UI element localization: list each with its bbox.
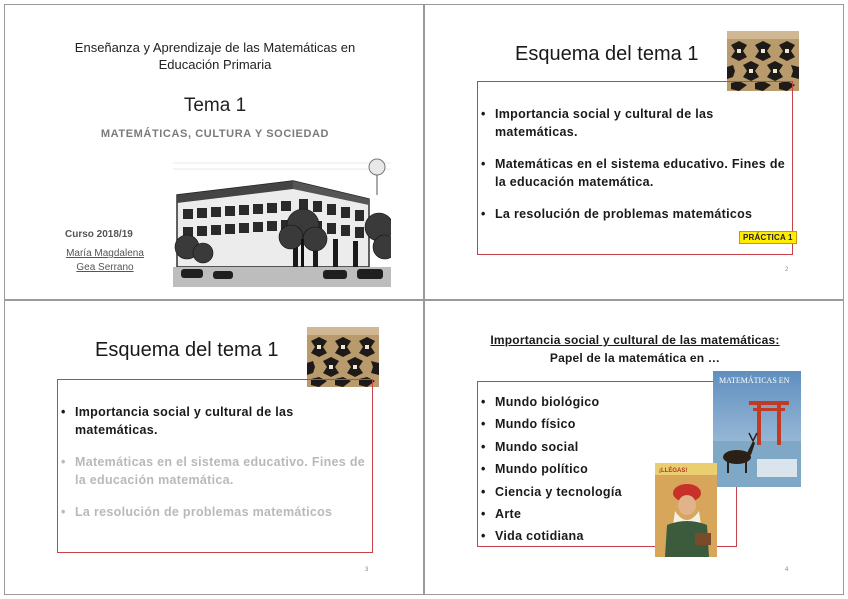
alhambra-tile-image xyxy=(307,327,379,387)
author-name-line-1[interactable]: María Magdalena xyxy=(66,248,144,259)
topic-item: • Mundo político xyxy=(479,458,679,480)
outline-item: • Importancia social y cultural de las matemáticas. xyxy=(479,105,791,141)
practice-badge: PRÁCTICA 1 xyxy=(739,231,797,244)
section-heading xyxy=(425,331,844,367)
course-heading-line-2: Educación Primaria xyxy=(158,57,272,72)
page-number: 3 xyxy=(365,567,369,573)
topic-item: • Vida cotidiana xyxy=(479,525,679,547)
historical-poster-image xyxy=(655,463,717,557)
topics-list xyxy=(479,391,679,548)
faculty-building-image xyxy=(173,155,391,287)
topic-item: • Ciencia y tecnología xyxy=(479,481,679,503)
outline-item-dimmed: • La resolución de problemas matemáticos xyxy=(59,503,371,521)
slide-4 xyxy=(424,300,844,595)
topic-subtitle: MATEMÁTICAS, CULTURA Y SOCIEDAD xyxy=(100,128,330,140)
topic-item: • Mundo físico xyxy=(479,413,679,435)
math-book-cover-image xyxy=(713,371,801,487)
slide-title: Esquema del tema 1 xyxy=(95,339,279,361)
outline-item-active: • Importancia social y cultural de las matemáticas. xyxy=(59,403,371,439)
outline-list xyxy=(59,403,371,521)
outline-item: • La resolución de problemas matemáticos xyxy=(479,205,791,223)
slide-2 xyxy=(424,4,844,300)
author-name[interactable] xyxy=(57,247,153,275)
author-name-line-2[interactable]: Gea Serrano xyxy=(76,262,134,273)
book-cover-title: MATEMÁTICAS EN xyxy=(719,376,790,385)
course-year: Curso 2018/19 xyxy=(65,229,133,240)
section-heading-line-1: Importancia social y cultural de las matemáticas: xyxy=(490,333,780,347)
outline-item: • Matemáticas en el sistema educativo. Fines de la educación matemática. xyxy=(479,155,791,191)
outline-item-dimmed: • Matemáticas en el sistema educativo. Fines de la educación matemática. xyxy=(59,453,371,489)
course-heading xyxy=(5,39,424,73)
slide-title: Esquema del tema 1 xyxy=(515,43,699,65)
topic-item: • Arte xyxy=(479,503,679,525)
slide-1 xyxy=(4,4,424,300)
poster-label: ¡LLÉGAS! xyxy=(659,468,688,474)
slide-3 xyxy=(4,300,424,595)
topic-item: • Mundo biológico xyxy=(479,391,679,413)
topic-item: • Mundo social xyxy=(479,436,679,458)
section-heading-line-2: Papel de la matemática en … xyxy=(549,351,721,365)
course-heading-line-1: Enseñanza y Aprendizaje de las Matemáticas en xyxy=(74,40,356,55)
topic-title: Tema 1 xyxy=(183,95,247,116)
outline-list xyxy=(479,105,791,223)
page-number: 4 xyxy=(785,567,789,573)
page-number: 2 xyxy=(785,267,789,273)
